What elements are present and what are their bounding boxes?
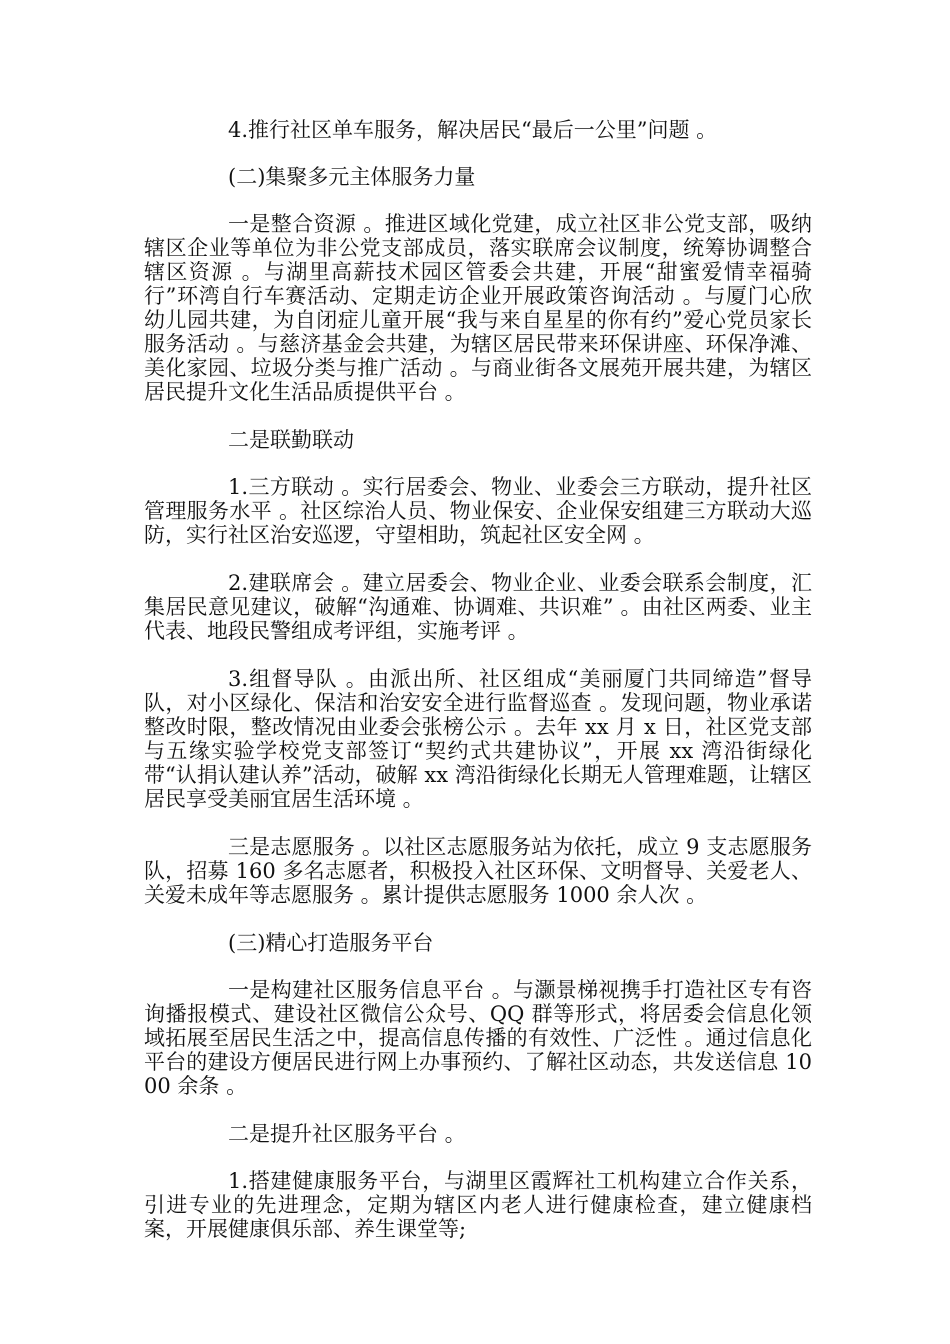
document-body — [144, 118, 812, 1265]
paragraph-volunteer-service: 三是志愿服务 。以社区志愿服务站为依托，成立 9 支志愿服务队，招募 160 多名志愿者，积极投入社区环保、文明督导、关爱老人、关爱未成年等志愿服务 。累计提供志愿服务 1000 余人次 。 — [144, 835, 812, 907]
paragraph-service-platform-heading: 二是提升社区服务平台 。 — [228, 1122, 466, 1146]
paragraph-three-party: 1.三方联动 。实行居委会、物业、业委会三方联动，提升社区管理服务水平 。社区综治人员、物业保安、企业保安组建三方联动大巡防，实行社区治安巡逻，守望相助，筑起社区安全网 。 — [144, 475, 812, 547]
paragraph-joint-meeting: 2.建联席会 。建立居委会、物业企业、业委会联系会制度，汇集居民意见建议，破解“沟通难、协调难、共识难” 。由社区两委、业主代表、地段民警组成考评组，实施考评 。 — [144, 571, 812, 643]
section-heading-3: (三)精心打造服务平台 — [228, 931, 434, 955]
paragraph-info-platform: 一是构建社区服务信息平台 。与灏景梯视携手打造社区专有咨询播报模式、建设社区微信公众号、QQ 群等形式，将居委会信息化领域拓展至居民生活之中，提高信息传播的有效性、广泛性 。通过信息化平台的建设方便居民进行网上办事预约、了解社区动态，共发送信息 1000 余条 。 — [144, 978, 812, 1098]
paragraph-health-platform: 1.搭建健康服务平台，与湖里区霞辉社工机构建立合作关系，引进专业的先进理念，定期为辖区内老人进行健康检查，建立健康档案，开展健康俱乐部、养生课堂等; — [144, 1169, 812, 1241]
paragraph-supervision-team: 3.组督导队 。由派出所、社区组成“美丽厦门共同缔造”督导队，对小区绿化、保洁和治安安全进行监督巡查 。发现问题，物业承诺整改时限，整改情况由业委会张榜公示 。去年 xx 月 x 日，社区党支部与五缘实验学校党支部签订“契约式共建协议”，开展 xx 湾沿街绿化带“认捐认建认养”活动，破解 xx 湾沿街绿化长期无人管理难题，让辖区居民享受美丽宜居生活环境 。 — [144, 667, 812, 811]
paragraph-bike-service: 4.推行社区单车服务，解决居民“最后一公里”问题 。 — [228, 118, 718, 142]
paragraph-joint-action-heading: 二是联勤联动 — [228, 428, 354, 452]
section-heading-2: (二)集聚多元主体服务力量 — [228, 165, 476, 189]
paragraph-integrate-resources: 一是整合资源 。推进区域化党建，成立社区非公党支部，吸纳辖区企业等单位为非公党支部成员，落实联席会议制度，统筹协调整合辖区资源 。与湖里高薪技术园区管委会共建，开展“甜蜜爱情幸福骑行”环湾自行车赛活动、定期走访企业开展政策咨询活动 。与厦门心欣幼儿园共建，为自闭症儿童开展“我与来自星星的你有约”爱心党员家长服务活动 。与慈济基金会共建，为辖区居民带来环保讲座、环保净滩、美化家园、垃圾分类与推广活动 。与商业街各文展苑开展共建，为辖区居民提升文化生活品质提供平台 。 — [144, 212, 812, 404]
